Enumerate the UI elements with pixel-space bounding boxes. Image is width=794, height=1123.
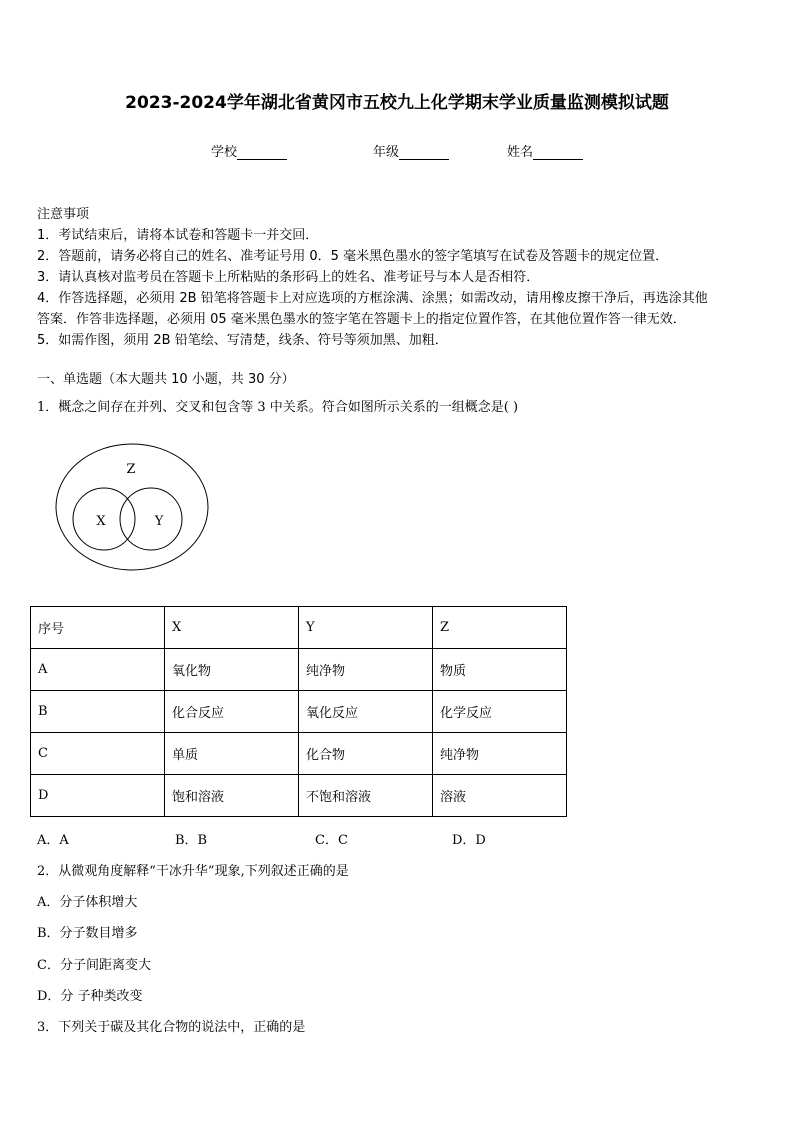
venn-label-z: Z — [126, 462, 136, 477]
table-header-cell: X — [165, 607, 299, 649]
table-header-cell: 序号 — [31, 607, 165, 649]
notice-heading: 注意事项 — [37, 207, 90, 222]
table-row — [31, 691, 567, 733]
notice-5: 5．如需作图，须用 2B 铅笔绘、写清楚，线条、符号等须加黑、加粗． — [37, 333, 448, 348]
table-header-cell: Z — [433, 607, 567, 649]
question-1-table — [30, 606, 567, 817]
table-cell: 氧化反应 — [299, 691, 433, 733]
table-cell: D — [31, 775, 165, 817]
table-cell: C — [31, 733, 165, 775]
notice-2: 2．答题前，请务必将自己的姓名、准考证号用 0．5 毫米黑色墨水的签字笔填写在试卷及答题卡的规定位置． — [37, 249, 669, 264]
grade-blank — [399, 146, 449, 160]
question-1-option-b: B．B — [175, 833, 208, 848]
notice-3: 3．请认真核对监考员在答题卡上所粘贴的条形码上的姓名、准考证号与本人是否相符． — [37, 270, 540, 285]
grade-label: 年级 — [373, 145, 400, 160]
notice-4: 4．作答选择题，必须用 2B 铅笔将答题卡上对应选项的方框涂满、涂黑；如需改动，请用橡皮擦干净后，再选涂其他 — [37, 291, 708, 306]
venn-circle-y — [120, 488, 182, 550]
school-label: 学校 — [211, 145, 238, 160]
table-row — [31, 775, 567, 817]
name-blank — [533, 146, 583, 160]
question-3-stem: 3．下列关于碳及其化合物的说法中，正确的是 — [37, 1020, 306, 1035]
venn-label-x: X — [96, 514, 106, 529]
table-cell: 纯净物 — [433, 733, 567, 775]
question-2-option-b: B．分子数目增多 — [37, 926, 138, 941]
question-1-option-d: D．D — [452, 833, 486, 848]
question-2-option-c: C．分子间距离变大 — [37, 958, 151, 973]
table-cell: 化合物 — [299, 733, 433, 775]
question-2-option-a: A．分子体积增大 — [37, 895, 138, 910]
table-cell: 化合反应 — [165, 691, 299, 733]
section-heading: 一、单选题（本大题共 10 小题，共 30 分） — [37, 372, 295, 387]
venn-label-y: Y — [154, 514, 164, 529]
page-title: 2023-2024学年湖北省黄冈市五校九上化学期末学业质量监测模拟试题 — [125, 93, 669, 113]
question-2-stem: 2．从微观角度解释“干冰升华”现象,下列叙述正确的是 — [37, 864, 349, 879]
table-header-cell: Y — [299, 607, 433, 649]
table-header-row — [31, 607, 567, 649]
table-cell: 饱和溶液 — [165, 775, 299, 817]
school-blank — [237, 146, 287, 160]
notice-1: 1．考试结束后，请将本试卷和答题卡一并交回． — [37, 228, 319, 243]
question-1-option-a: A．A — [37, 833, 69, 848]
table-cell: 不饱和溶液 — [299, 775, 433, 817]
table-cell: 单质 — [165, 733, 299, 775]
table-cell: 氧化物 — [165, 649, 299, 691]
grade-field — [373, 141, 449, 160]
table-cell: 物质 — [433, 649, 567, 691]
name-label: 姓名 — [507, 145, 534, 160]
table-cell: 纯净物 — [299, 649, 433, 691]
school-field — [211, 141, 287, 160]
table-cell: B — [31, 691, 165, 733]
name-field — [507, 141, 583, 160]
notice-4-cont: 答案．作答非选择题，必须用 05 毫米黑色墨水的签字笔在答题卡上的指定位置作答，在其他位置作答一律无效． — [37, 312, 686, 327]
table-row — [31, 733, 567, 775]
question-1-stem: 1．概念之间存在并列、交叉和包含等 3 中关系。符合如图所示关系的一组概念是( ) — [37, 400, 519, 415]
question-1-option-c: C．C — [315, 833, 348, 848]
venn-diagram — [52, 440, 212, 574]
table-row — [31, 649, 567, 691]
table-cell: A — [31, 649, 165, 691]
table-cell: 溶液 — [433, 775, 567, 817]
question-2-option-d: D．分 子种类改变 — [37, 989, 143, 1004]
table-cell: 化学反应 — [433, 691, 567, 733]
